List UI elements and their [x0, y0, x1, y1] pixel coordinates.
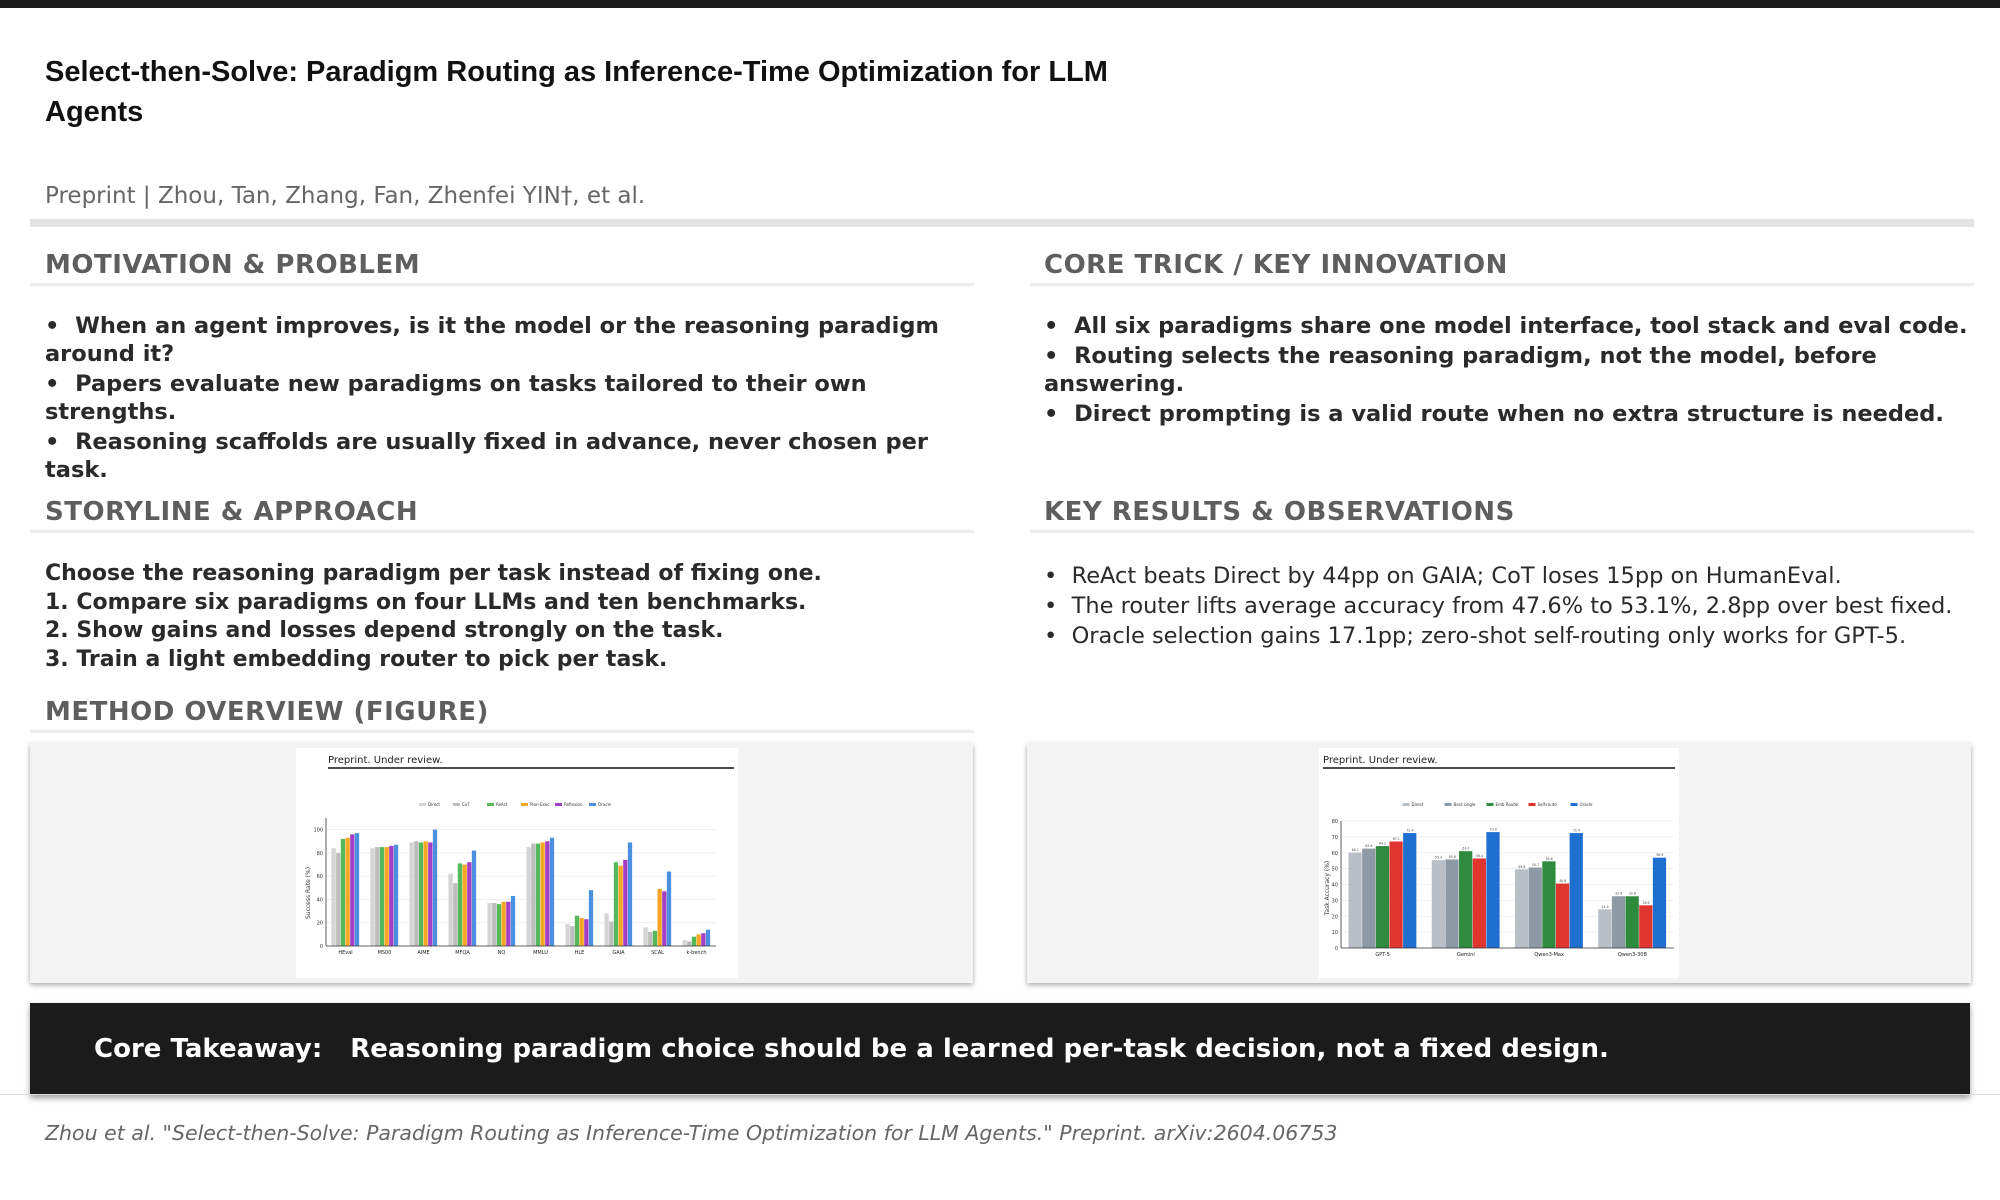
bar	[653, 931, 657, 946]
bar	[628, 842, 632, 946]
x-tick-label: Qwen3-30B	[1617, 952, 1647, 958]
bar	[648, 932, 652, 946]
core-trick-item-3: Direct prompting is a valid route when no extra structure is needed.	[1074, 401, 1944, 427]
bar	[1542, 861, 1555, 948]
legend-label: Direct	[428, 802, 440, 807]
paper-title: Select-then-Solve: Paradigm Routing as Inference-Time Optimization for LLM Agents	[45, 56, 1108, 128]
x-tick-label: GAIA	[612, 950, 625, 956]
legend-swatch	[1487, 803, 1494, 806]
bar	[1598, 909, 1611, 948]
list-item: • Routing selects the reasoning paradigm, not the model, before answering.	[1044, 343, 1877, 397]
data-label: 55.8	[1448, 854, 1456, 859]
bar	[1459, 851, 1472, 948]
bar	[580, 918, 584, 946]
legend-swatch	[555, 803, 562, 806]
storyline-line-4: 3. Train a light embedding router to pick per task.	[45, 646, 668, 672]
bar	[706, 930, 710, 946]
y-tick-label: 100	[313, 827, 323, 834]
bar	[1376, 846, 1389, 948]
footer-rule	[0, 1094, 2000, 1095]
figure-left	[296, 748, 738, 978]
bar	[1348, 853, 1361, 948]
legend-swatch	[1529, 803, 1536, 806]
y-tick-label: 50	[1331, 866, 1338, 873]
bar	[623, 860, 627, 946]
y-axis-label: Success Rate (%)	[305, 866, 312, 920]
list-item: • Papers evaluate new paradigms on tasks tailored to their own strengths.	[45, 371, 867, 425]
data-label: 64.2	[1379, 841, 1387, 846]
storyline-heading: STORYLINE & APPROACH	[45, 497, 419, 527]
bar	[385, 847, 389, 946]
author-line: Preprint | Zhou, Tan, Zhang, Fan, Zhenfei YIN†, et al.	[45, 183, 646, 209]
legend-label: ReAct	[496, 802, 508, 807]
bar	[1432, 860, 1445, 948]
key-result-item-2: The router lifts average accuracy from 47.6% to 53.1%, 2.8pp over best fixed.	[1071, 593, 1953, 619]
data-label: 67.1	[1392, 836, 1400, 841]
bar	[550, 838, 554, 946]
motivation-rule	[30, 283, 974, 286]
legend-label: Oracle	[598, 802, 612, 807]
data-label: 72.4	[1406, 828, 1414, 833]
bar	[380, 847, 384, 946]
list-item: • All six paradigms share one model interface, tool stack and eval code.	[1044, 313, 1968, 339]
y-tick-label: 60	[1331, 850, 1338, 857]
data-label: 61.0	[1462, 846, 1470, 851]
bar	[502, 902, 506, 946]
bar	[1653, 858, 1666, 948]
bar	[467, 862, 471, 946]
bar	[350, 834, 354, 946]
figure-panel-left	[30, 743, 973, 983]
bar	[1515, 869, 1528, 948]
data-label: 32.6	[1628, 891, 1636, 896]
storyline-line-3: 2. Show gains and losses depend strongly on the task.	[45, 618, 724, 643]
bar	[526, 847, 530, 946]
bar	[531, 844, 535, 946]
data-label: 24.4	[1601, 904, 1609, 909]
figure-panel-right	[1027, 743, 1971, 983]
y-tick-label: 20	[316, 920, 323, 927]
storyline-rule	[30, 530, 974, 533]
x-tick-label: HEval	[338, 950, 353, 956]
key-result-item-1: ReAct beats Direct by 44pp on GAIA; CoT loses 15pp on HumanEval.	[1071, 563, 1842, 589]
list-item: • Oracle selection gains 17.1pp; zero-shot self-routing only works for GPT-5.	[1044, 623, 1907, 649]
legend-label: Self-route	[1537, 802, 1557, 807]
data-label: 73.0	[1489, 827, 1497, 832]
y-tick-label: 30	[1331, 898, 1338, 905]
bar	[1473, 858, 1486, 948]
bar	[545, 841, 549, 946]
motivation-item-1: When an agent improves, is it the model or the reasoning paradigm around it?	[45, 313, 939, 367]
legend-swatch	[487, 803, 494, 806]
bar	[453, 883, 457, 946]
bar	[463, 865, 467, 946]
y-tick-label: 40	[316, 897, 323, 904]
bar	[1639, 905, 1652, 948]
x-tick-label: k-bench	[686, 950, 707, 956]
core-trick-item-1: All six paradigms share one model interface, tool stack and eval code.	[1074, 313, 1968, 339]
data-label: 40.6	[1559, 879, 1567, 884]
bar	[1556, 884, 1569, 948]
x-tick-label: SCAL	[651, 950, 664, 956]
data-label: 49.6	[1518, 864, 1526, 869]
legend-swatch	[1445, 803, 1452, 806]
list-item: • When an agent improves, is it the model or the reasoning paradigm around it?	[45, 313, 939, 367]
bar	[536, 844, 540, 946]
bars	[331, 830, 710, 946]
legend	[419, 802, 612, 807]
bar	[375, 847, 379, 946]
bar	[643, 927, 647, 946]
bar	[1529, 868, 1542, 948]
bar	[565, 924, 569, 946]
method-heading: METHOD OVERVIEW (FIGURE)	[45, 697, 489, 727]
x-tick-label: GPT-5	[1375, 952, 1390, 958]
bar	[331, 848, 335, 946]
core-trick-rule	[1030, 283, 1974, 286]
data-label: 26.9	[1642, 900, 1650, 905]
data-label: 56.4	[1475, 853, 1484, 858]
citation: Zhou et al. "Select-then-Solve: Paradigm Routing as Inference-Time Optimization for LLM Agents." Preprint. arXiv:2604.06753	[45, 1121, 1338, 1145]
data-label: 50.7	[1531, 863, 1540, 868]
data-label: 62.6	[1365, 844, 1373, 849]
takeaway-text: Reasoning paradigm choice should be a learned per-task decision, not a fixed design.	[350, 1034, 1609, 1064]
bar	[1626, 896, 1639, 948]
legend-label: ReflexIon	[564, 802, 583, 807]
y-tick-label: 0	[319, 944, 323, 950]
bar	[692, 937, 696, 946]
bar	[1486, 832, 1499, 948]
y-tick-label: 80	[316, 850, 323, 857]
bar	[682, 940, 686, 946]
list-item: • Reasoning scaffolds are usually fixed in advance, never chosen per task.	[45, 429, 928, 483]
x-tick-label: MMLU	[533, 950, 548, 956]
figure-header: Preprint. Under review.	[1323, 755, 1438, 766]
bar	[604, 913, 608, 946]
bar	[1445, 859, 1458, 948]
motivation-list	[45, 312, 970, 486]
bar	[658, 889, 662, 946]
core-takeaway-banner	[30, 1003, 1970, 1095]
bar	[511, 896, 515, 946]
legend-swatch	[1571, 803, 1578, 806]
storyline-line-2: 1. Compare six paradigms on four LLMs and ten benchmarks.	[45, 589, 807, 615]
y-tick-label: 80	[1331, 819, 1338, 825]
bar	[389, 846, 393, 946]
y-tick-label: 60	[316, 874, 323, 881]
list-item: • The router lifts average accuracy from 47.6% to 53.1%, 2.8pp over best fixed.	[1044, 593, 1953, 619]
storyline-list	[45, 560, 970, 674]
list-item: • Direct prompting is a valid route when no extra structure is needed.	[1044, 401, 1944, 427]
data-label: 56.9	[1656, 853, 1664, 858]
figure-header: Preprint. Under review.	[328, 755, 443, 766]
bar-chart-task-accuracy	[1319, 748, 1679, 978]
bar	[1612, 896, 1625, 948]
bar	[662, 891, 666, 946]
data-label: 72.4	[1572, 828, 1580, 833]
bar	[667, 872, 671, 946]
y-tick-label: 70	[1331, 834, 1338, 841]
header-divider	[30, 219, 1974, 227]
data-label: 60.1	[1351, 848, 1359, 853]
core-trick-list	[1044, 312, 1969, 430]
bar	[614, 862, 618, 946]
motivation-heading: MOTIVATION & PROBLEM	[45, 250, 421, 280]
legend-swatch	[453, 803, 460, 806]
list-item: • ReAct beats Direct by 44pp on GAIA; CoT loses 15pp on HumanEval.	[1044, 563, 1842, 589]
bar	[424, 841, 428, 946]
bar	[419, 842, 423, 946]
bar	[355, 833, 359, 946]
top-bar	[0, 0, 2000, 8]
legend-swatch	[1403, 803, 1410, 806]
bar	[1570, 833, 1583, 948]
figure-right	[1319, 748, 1679, 978]
x-tick-label: MFQA	[455, 950, 470, 956]
y-tick-label: 0	[1334, 946, 1338, 952]
legend-label: Emb Router	[1495, 802, 1519, 807]
bar	[687, 941, 691, 946]
bar	[341, 839, 345, 946]
y-axis-label: Task Accuracy (%)	[1324, 860, 1331, 916]
data-label: 55.3	[1435, 855, 1443, 860]
legend-swatch	[419, 803, 426, 806]
bar	[428, 842, 432, 946]
legend-label: Best single	[1453, 802, 1476, 807]
bar	[584, 919, 588, 946]
bar	[492, 903, 496, 946]
bar	[701, 933, 705, 946]
bar	[1403, 833, 1416, 948]
motivation-item-3: Reasoning scaffolds are usually fixed in advance, never chosen per task.	[45, 429, 928, 483]
x-tick-label: AIME	[417, 950, 430, 956]
data-label: 32.6	[1615, 891, 1623, 896]
key-results-rule	[1030, 530, 1974, 533]
bar	[448, 874, 452, 946]
y-tick-label: 40	[1331, 882, 1338, 889]
bar	[472, 851, 476, 946]
core-trick-heading: CORE TRICK / KEY INNOVATION	[1044, 250, 1508, 280]
key-results-list	[1044, 562, 1969, 652]
bar	[409, 842, 413, 946]
bar	[1389, 841, 1402, 948]
bar	[1362, 849, 1375, 948]
legend-swatch	[521, 803, 528, 806]
bar	[697, 934, 701, 946]
key-result-item-3: Oracle selection gains 17.1pp; zero-shot self-routing only works for GPT-5.	[1071, 623, 1907, 649]
key-results-heading: KEY RESULTS & OBSERVATIONS	[1044, 497, 1515, 527]
bar	[619, 866, 623, 946]
x-tick-label: NQ	[497, 950, 506, 956]
legend-label: CoT	[462, 802, 470, 807]
bar	[336, 853, 340, 946]
bar	[433, 830, 437, 946]
data-label: 54.6	[1545, 856, 1553, 861]
takeaway-label: Core Takeaway:	[94, 1034, 323, 1064]
bar	[570, 926, 574, 946]
legend-label: Oracle	[1579, 802, 1593, 807]
bar	[346, 838, 350, 946]
x-tick-label: MS00	[377, 950, 392, 956]
bar	[506, 902, 510, 946]
bar	[609, 922, 613, 946]
x-tick-label: Gemini	[1456, 952, 1475, 958]
motivation-item-2: Papers evaluate new paradigms on tasks tailored to their own strengths.	[45, 371, 867, 425]
bar	[497, 904, 501, 946]
bar-chart-success-rate	[296, 748, 738, 978]
x-tick-label: HLE	[574, 950, 585, 956]
legend	[1403, 802, 1594, 807]
bar	[487, 903, 491, 946]
core-trick-item-2: Routing selects the reasoning paradigm, not the model, before answering.	[1044, 343, 1877, 397]
legend-label: Plan-Exec	[530, 802, 550, 807]
bar	[414, 841, 418, 946]
bar	[370, 848, 374, 946]
bar	[575, 916, 579, 946]
legend-label: Direct	[1411, 802, 1424, 807]
storyline-line-1: Choose the reasoning paradigm per task instead of fixing one.	[45, 561, 822, 586]
bars	[1348, 828, 1666, 948]
x-tick-label: Qwen3-Max	[1534, 952, 1564, 958]
bar	[589, 890, 593, 946]
y-tick-label: 10	[1331, 930, 1338, 937]
y-tick-label: 20	[1331, 914, 1338, 921]
legend-swatch	[589, 803, 596, 806]
bar	[458, 863, 462, 946]
bar	[394, 845, 398, 946]
method-rule	[30, 730, 974, 733]
bar	[541, 842, 545, 946]
